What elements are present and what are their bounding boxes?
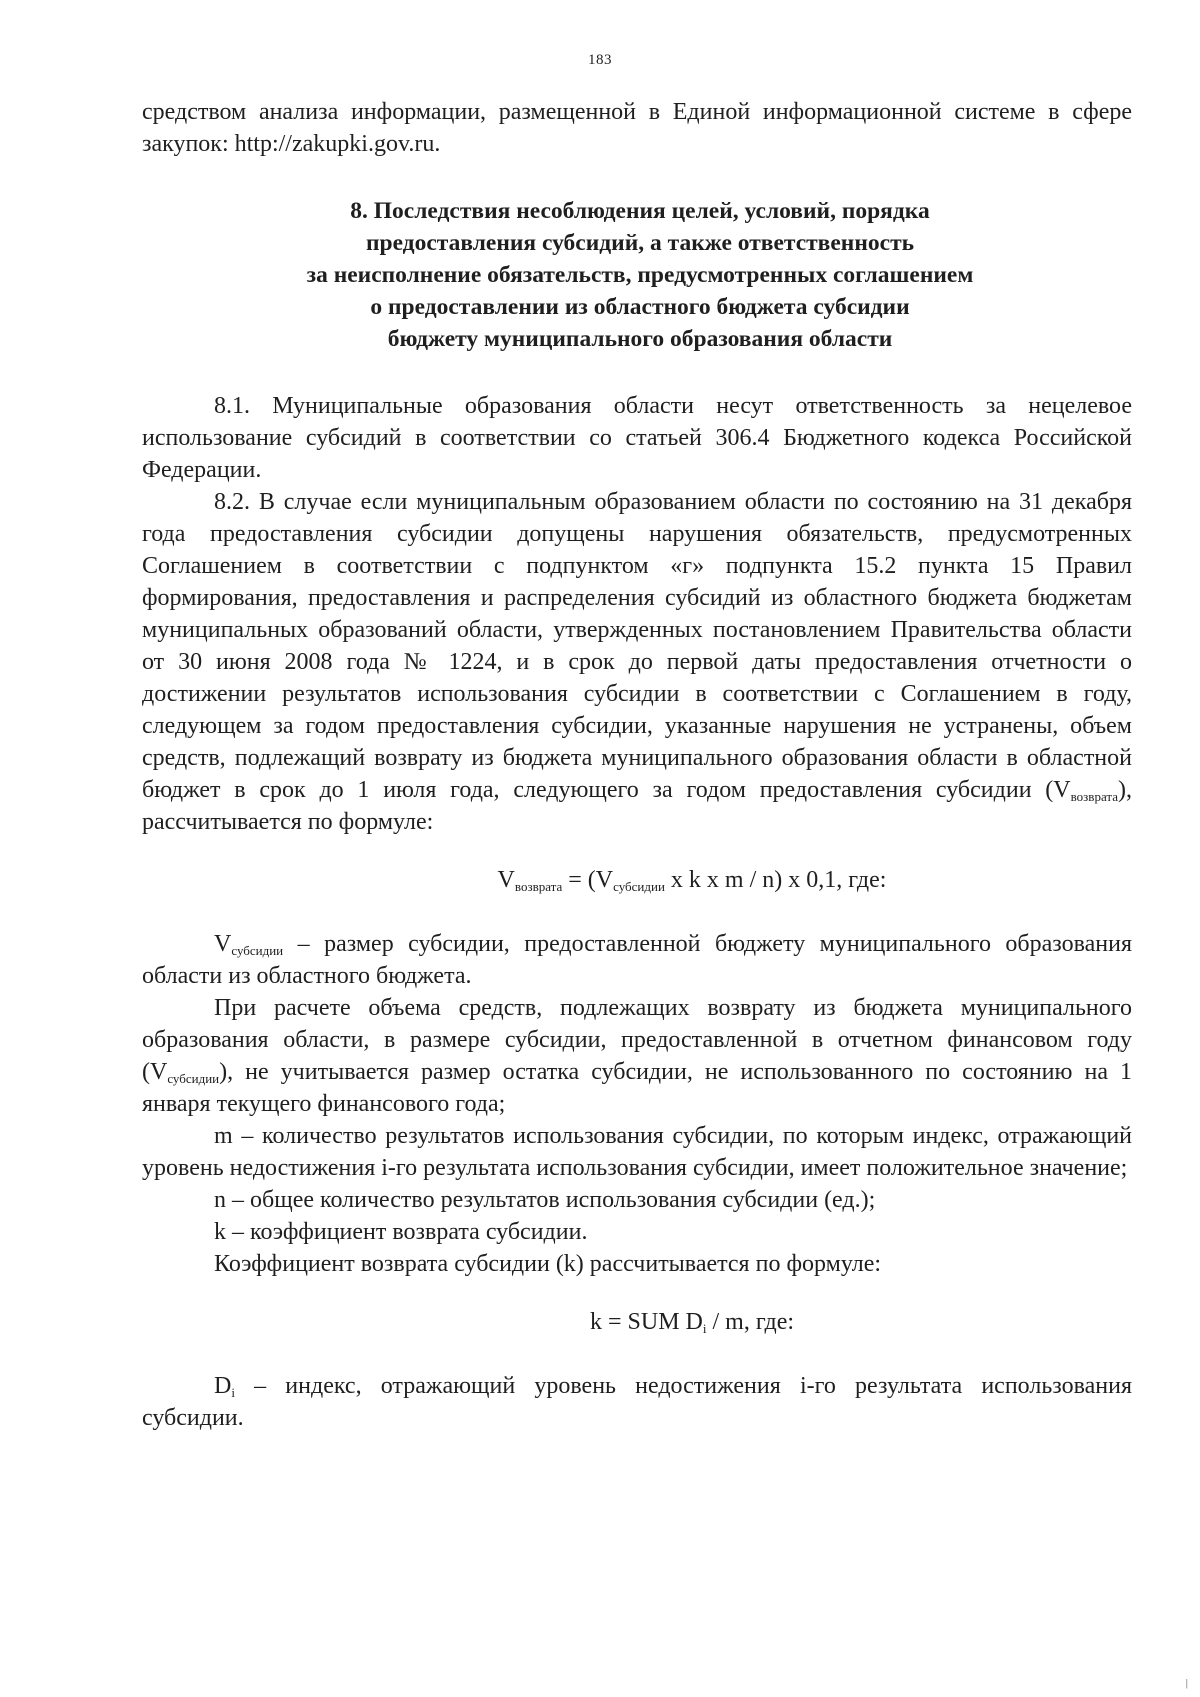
calculation-note xyxy=(142,992,1132,1120)
scan-mark: | xyxy=(1185,1677,1188,1689)
formula-symbol: V xyxy=(214,931,232,957)
formula-k xyxy=(142,1306,1132,1338)
heading-line: 8. Последствия несоблюдения целей, условий, порядка xyxy=(350,198,930,224)
definition-text: – размер субсидии, предоставленной бюджету муниципального образования области из областного бюджета. xyxy=(142,931,1132,989)
subscript: i xyxy=(231,1385,235,1400)
definition-n: n – общее количество результатов использования субсидии (ед.); xyxy=(214,1187,876,1213)
heading-line: бюджету муниципального образования области xyxy=(387,326,893,352)
page-number: 183 xyxy=(588,52,612,68)
section-heading xyxy=(180,195,1100,355)
paragraph-8-1: 8.1. Муниципальные образования области несут ответственность за нецелевое использование субсидий в соответствии со статьей 306.4 Бюджетного кодекса Российской Федерации. xyxy=(142,393,1132,483)
k-formula-intro: Коэффициент возврата субсидии (k) рассчитывается по формуле: xyxy=(214,1251,882,1277)
heading-line: предоставления субсидий, а также ответственность xyxy=(365,230,915,256)
formula-return-volume xyxy=(142,864,1132,896)
formula-symbol: D xyxy=(214,1373,232,1399)
note-text-end: ), не учитывается размер остатка субсидии, не использованного по состоянию на 1 января текущего финансового года; xyxy=(142,1059,1132,1117)
paragraph-8-2-end: ), рассчитывается по формуле: xyxy=(142,777,1132,835)
subscript: субсидии xyxy=(231,943,284,958)
definition-text: – индекс, отражающий уровень недостижения i-го результата использования субсидии. xyxy=(142,1373,1132,1431)
formula-symbol: V xyxy=(497,867,515,893)
document-body xyxy=(142,390,1132,1434)
paragraph-8-2-text: 8.2. В случае если муниципальным образованием области по состоянию на 31 декабря года предоставления субсидии допущены нарушения обязательств, предусмотренных Соглашением в соответствии с подпунктом «г» подпункта 15.2 пункта 15 Правил формирования, предоставления и распределения субсидий из областного бюджета бюджетам муниципальных образований области, утвержденных постановлением Правительства области от 30 июня 2008 года № 1224, и в срок до первой даты предоставления отчетности о достижении результатов использования субсидии в соответствии с Соглашением в году, следующем за годом предоставления субсидии, указанные нарушения не устранены, объем средств, подлежащий возврату из бюджета муниципального образования области в областной бюджет в срок до 1 июля года, следующего за годом предоставления субсидии (V xyxy=(142,489,1132,803)
subscript: субсидии xyxy=(167,1071,220,1086)
definition-k: k – коэффициент возврата субсидии. xyxy=(214,1219,588,1245)
formula-part: = (V xyxy=(562,867,614,893)
definition-d xyxy=(142,1370,1132,1434)
paragraph-8-2 xyxy=(142,486,1132,838)
subscript: возврата xyxy=(514,879,563,894)
note-text: При расчете объема средств, подлежащих возврату из бюджета муниципального образования области, в размере субсидии, предоставленной в отчетном финансовом году (V xyxy=(142,995,1132,1085)
formula-part: k = SUM D xyxy=(589,1309,703,1335)
definition-v-subsidy xyxy=(142,928,1132,992)
continuation-text: средством анализа информации, размещенной в Единой информационной системе в сфере закупок: http://zakupki.gov.ru. xyxy=(142,99,1132,157)
subscript: возврата xyxy=(1070,789,1118,804)
definition-m: m – количество результатов использования субсидии, по которым индекс, отражающий уровень недостижения i-го результата использования субсидии, имеет положительное значение; xyxy=(142,1123,1132,1181)
heading-line: о предоставлении из областного бюджета субсидии xyxy=(370,294,910,320)
subscript: i xyxy=(702,1321,707,1336)
formula-part: x k x m / n) x 0,1, где: xyxy=(664,867,887,893)
formula-part: / m, где: xyxy=(706,1309,795,1335)
subscript: субсидии xyxy=(613,879,665,894)
heading-line: за неисполнение обязательств, предусмотренных соглашением xyxy=(306,262,974,288)
